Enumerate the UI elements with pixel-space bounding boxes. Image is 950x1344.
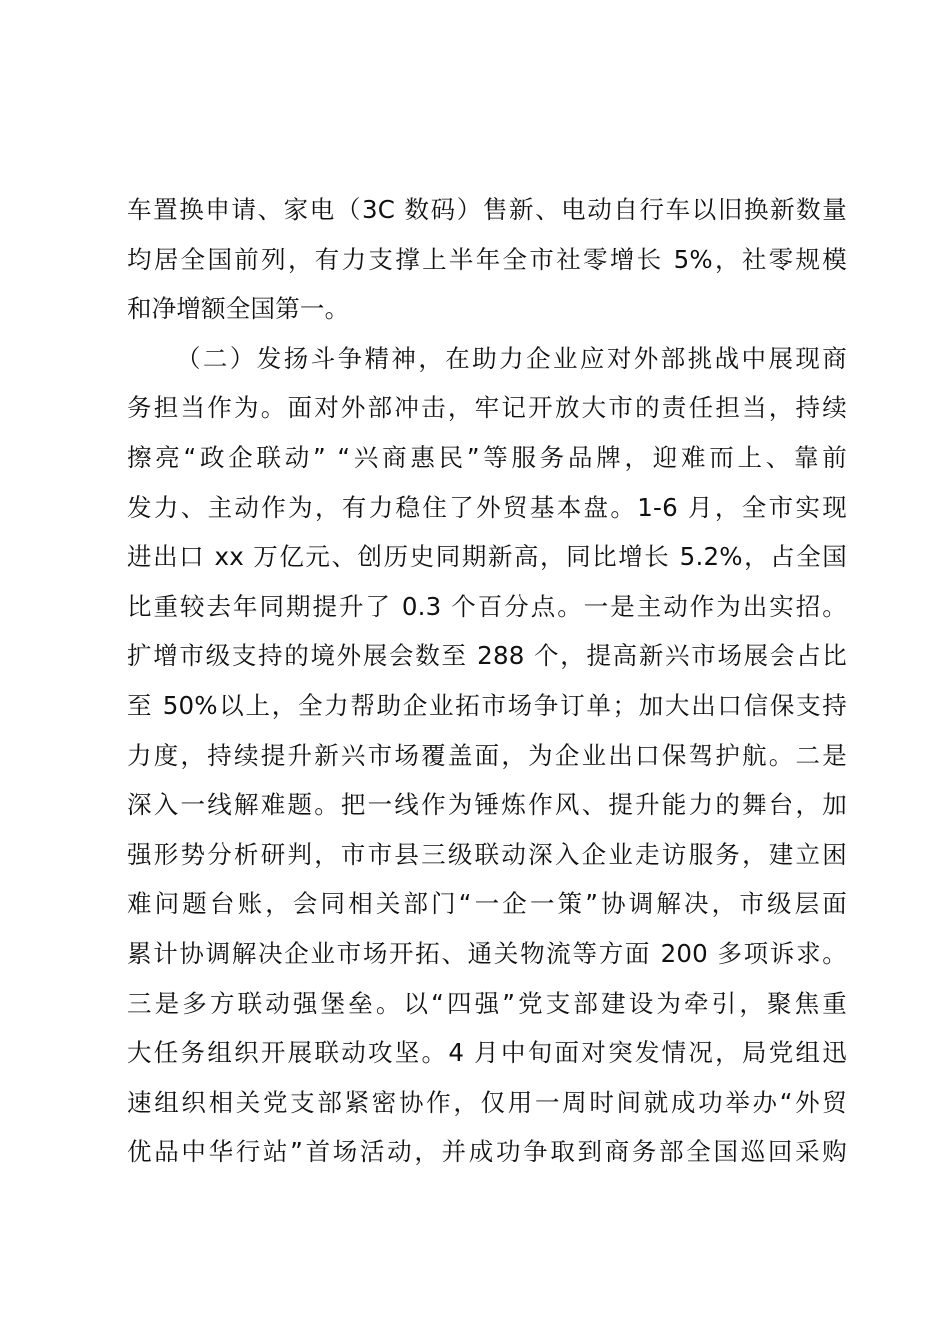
text-line-16: 累计协调解决企业市场开拓、通关物流等方面 200 多项诉求。 xyxy=(127,938,847,968)
text-line-12: 力度，持续提升新兴市场覆盖面，为企业出口保驾护航。二是 xyxy=(127,740,847,770)
text-line-7: 发力、主动作为，有力稳住了外贸基本盘。1-6 月，全市实现 xyxy=(127,492,847,522)
text-line-15: 难问题台账，会同相关部门“一企一策”协调解决，市级层面 xyxy=(127,889,847,919)
text-line-2: 均居全国前列，有力支撑上半年全市社零增长 5%，社零规模 xyxy=(127,244,847,274)
text-line-1: 车置换申请、家电（3C 数码）售新、电动自行车以旧换新数量 xyxy=(127,195,847,224)
text-line-3: 和净增额全国第一。 xyxy=(127,294,350,324)
text-line-6: 擦亮“政企联动” “兴商惠民”等服务品牌，迎难而上、靠前 xyxy=(127,442,847,472)
section-heading-line: （二）发扬斗争精神，在助力企业应对外部挑战中展现商 xyxy=(176,343,847,373)
text-line-19: 速组织相关党支部紧密协作，仅用一周时间就成功举办“外贸 xyxy=(127,1087,847,1117)
text-line-17: 三是多方联动强堡垒。以“四强”党支部建设为牵引，聚焦重 xyxy=(127,988,847,1018)
text-line-13: 深入一线解难题。把一线作为锤炼作风、提升能力的舞台，加 xyxy=(127,790,847,820)
text-line-5: 务担当作为。面对外部冲击，牢记开放大市的责任担当，持续 xyxy=(127,393,847,423)
text-line-8: 进出口 xx 万亿元、创历史同期新高，同比增长 5.2%，占全国 xyxy=(127,542,847,572)
text-line-11: 至 50%以上，全力帮助企业拓市场争订单；加大出口信保支持 xyxy=(127,690,847,720)
text-line-9: 比重较去年同期提升了 0.3 个百分点。一是主动作为出实招。 xyxy=(127,591,847,621)
text-line-18: 大任务组织开展联动攻坚。4 月中旬面对突发情况，局党组迅 xyxy=(127,1038,847,1068)
body-text xyxy=(127,185,847,1177)
text-line-20: 优品中华行站”首场活动，并成功争取到商务部全国巡回采购 xyxy=(127,1137,847,1167)
text-line-14: 强形势分析研判，市市县三级联动深入企业走访服务，建立困 xyxy=(127,839,847,869)
text-line-10: 扩增市级支持的境外展会数至 288 个，提高新兴市场展会占比 xyxy=(127,641,847,671)
